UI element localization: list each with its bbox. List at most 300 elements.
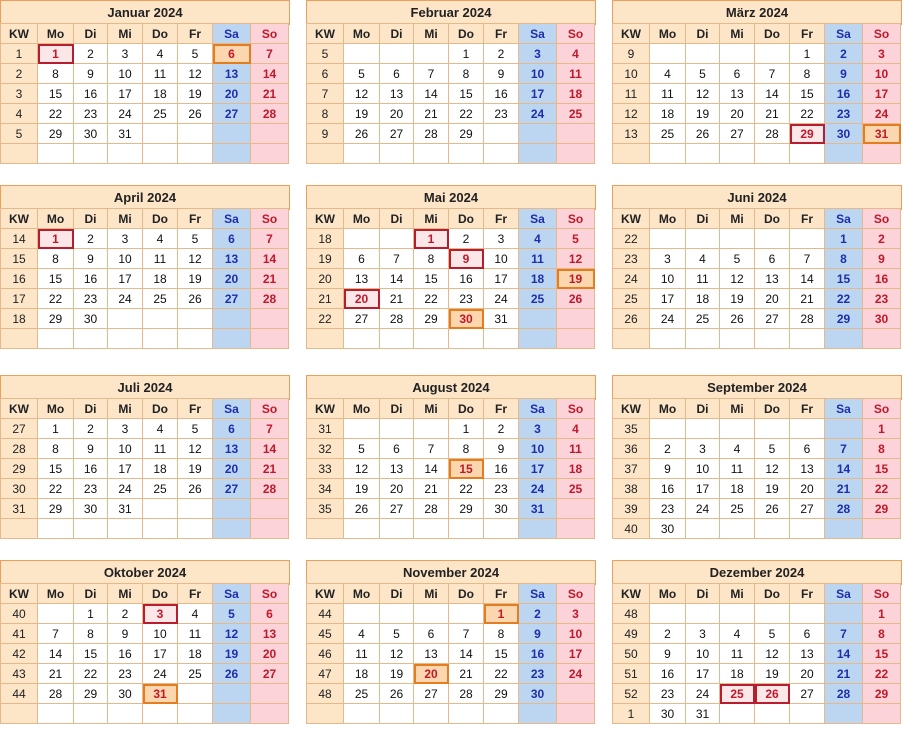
day-cell: 18 bbox=[557, 459, 595, 479]
week-row bbox=[1, 84, 289, 104]
header-di: Di bbox=[686, 24, 720, 44]
header-di: Di bbox=[74, 209, 108, 229]
day-cell: 18 bbox=[720, 479, 755, 499]
header-mi: Mi bbox=[414, 399, 449, 419]
day-cell: 1 bbox=[449, 44, 484, 64]
day-cell: 8 bbox=[484, 624, 519, 644]
header-sa: Sa bbox=[519, 584, 557, 604]
day-cell: 9 bbox=[484, 439, 519, 459]
week-row bbox=[307, 499, 595, 519]
day-cell: 2 bbox=[650, 624, 686, 644]
week-row bbox=[307, 519, 595, 539]
day-cell: 15 bbox=[414, 269, 449, 289]
header-mo: Mo bbox=[650, 399, 686, 419]
weekday-header-row bbox=[307, 209, 595, 229]
day-cell: 15 bbox=[38, 84, 74, 104]
header-di: Di bbox=[686, 399, 720, 419]
day-cell bbox=[74, 519, 108, 539]
day-cell: 10 bbox=[519, 439, 557, 459]
day-cell: 18 bbox=[686, 289, 720, 309]
header-do: Do bbox=[755, 24, 790, 44]
day-cell: 22 bbox=[449, 479, 484, 499]
day-cell: 13 bbox=[251, 624, 289, 644]
day-cell: 22 bbox=[863, 479, 901, 499]
day-cell: 29 bbox=[863, 499, 901, 519]
day-cell: 28 bbox=[251, 289, 289, 309]
day-cell bbox=[414, 604, 449, 624]
header-fr: Fr bbox=[178, 209, 213, 229]
day-cell bbox=[863, 144, 901, 164]
day-cell: 25 bbox=[557, 104, 595, 124]
day-cell: 25 bbox=[557, 479, 595, 499]
day-cell: 4 bbox=[178, 604, 213, 624]
day-cell: 10 bbox=[108, 439, 143, 459]
day-cell: 20 bbox=[380, 104, 414, 124]
day-cell: 2 bbox=[74, 419, 108, 439]
week-number: 35 bbox=[307, 499, 344, 519]
day-cell: 21 bbox=[38, 664, 74, 684]
day-cell: 9 bbox=[108, 624, 143, 644]
week-number: 38 bbox=[613, 479, 650, 499]
day-cell: 7 bbox=[251, 419, 289, 439]
day-cell: 12 bbox=[344, 459, 380, 479]
week-row bbox=[613, 419, 901, 439]
day-cell bbox=[143, 499, 178, 519]
day-cell bbox=[143, 309, 178, 329]
day-cell: 10 bbox=[484, 249, 519, 269]
day-cell bbox=[650, 329, 686, 349]
day-cell bbox=[380, 144, 414, 164]
header-mi: Mi bbox=[108, 399, 143, 419]
day-cell: 16 bbox=[863, 269, 901, 289]
week-row bbox=[307, 289, 595, 309]
header-di: Di bbox=[74, 584, 108, 604]
day-cell: 16 bbox=[650, 479, 686, 499]
day-cell: 17 bbox=[108, 269, 143, 289]
month-title: August 2024 bbox=[306, 375, 596, 400]
day-cell: 1 bbox=[863, 419, 901, 439]
day-cell: 13 bbox=[213, 249, 251, 269]
week-row bbox=[1, 229, 289, 249]
month-grid bbox=[612, 23, 901, 164]
week-row bbox=[307, 684, 595, 704]
weekday-header-row bbox=[613, 399, 901, 419]
day-cell: 10 bbox=[686, 644, 720, 664]
day-cell: 23 bbox=[449, 289, 484, 309]
week-row bbox=[613, 144, 901, 164]
day-cell: 29 bbox=[38, 309, 74, 329]
week-row bbox=[613, 104, 901, 124]
day-cell bbox=[38, 604, 74, 624]
day-cell: 14 bbox=[251, 249, 289, 269]
day-cell bbox=[143, 144, 178, 164]
day-cell bbox=[74, 144, 108, 164]
month-4 bbox=[0, 185, 290, 355]
week-number: 2 bbox=[1, 64, 38, 84]
day-cell bbox=[108, 309, 143, 329]
week-row bbox=[1, 419, 289, 439]
header-fr: Fr bbox=[484, 24, 519, 44]
header-mo: Mo bbox=[650, 584, 686, 604]
day-cell bbox=[825, 604, 863, 624]
day-cell: 6 bbox=[720, 64, 755, 84]
day-cell: 11 bbox=[143, 64, 178, 84]
day-cell: 20 bbox=[755, 289, 790, 309]
day-cell bbox=[108, 329, 143, 349]
header-sa: Sa bbox=[825, 399, 863, 419]
day-cell: 8 bbox=[863, 439, 901, 459]
day-cell bbox=[755, 44, 790, 64]
day-cell: 21 bbox=[251, 459, 289, 479]
day-cell: 3 bbox=[108, 419, 143, 439]
day-cell bbox=[38, 329, 74, 349]
day-cell: 20 bbox=[213, 269, 251, 289]
month-title: Oktober 2024 bbox=[0, 560, 290, 585]
day-cell: 18 bbox=[143, 269, 178, 289]
header-sa: Sa bbox=[519, 209, 557, 229]
week-number bbox=[307, 704, 344, 724]
day-cell: 7 bbox=[755, 64, 790, 84]
day-cell: 11 bbox=[178, 624, 213, 644]
day-cell bbox=[251, 329, 289, 349]
header-kw: KW bbox=[307, 209, 344, 229]
day-cell: 25 bbox=[720, 684, 755, 704]
week-number: 23 bbox=[613, 249, 650, 269]
week-number bbox=[1, 704, 38, 724]
day-cell bbox=[755, 519, 790, 539]
day-cell: 16 bbox=[449, 269, 484, 289]
day-cell: 23 bbox=[74, 289, 108, 309]
day-cell bbox=[344, 229, 380, 249]
day-cell: 15 bbox=[484, 644, 519, 664]
month-12 bbox=[612, 560, 902, 730]
day-cell bbox=[825, 519, 863, 539]
day-cell bbox=[449, 519, 484, 539]
week-row bbox=[1, 459, 289, 479]
day-cell: 9 bbox=[484, 64, 519, 84]
day-cell bbox=[74, 704, 108, 724]
day-cell: 7 bbox=[825, 624, 863, 644]
week-row bbox=[1, 644, 289, 664]
week-number bbox=[1, 329, 38, 349]
day-cell: 12 bbox=[755, 459, 790, 479]
day-cell bbox=[755, 229, 790, 249]
day-cell: 15 bbox=[449, 459, 484, 479]
header-do: Do bbox=[449, 209, 484, 229]
month-9 bbox=[612, 375, 902, 545]
day-cell: 11 bbox=[720, 644, 755, 664]
day-cell: 20 bbox=[344, 289, 380, 309]
day-cell: 2 bbox=[74, 229, 108, 249]
day-cell: 5 bbox=[344, 64, 380, 84]
month-grid bbox=[306, 583, 595, 724]
day-cell: 17 bbox=[484, 269, 519, 289]
day-cell bbox=[519, 309, 557, 329]
day-cell: 31 bbox=[686, 704, 720, 724]
day-cell: 27 bbox=[251, 664, 289, 684]
day-cell bbox=[557, 329, 595, 349]
day-cell: 1 bbox=[863, 604, 901, 624]
day-cell: 13 bbox=[344, 269, 380, 289]
day-cell bbox=[449, 144, 484, 164]
day-cell: 10 bbox=[519, 64, 557, 84]
week-row bbox=[307, 124, 595, 144]
month-8 bbox=[306, 375, 596, 545]
header-do: Do bbox=[143, 24, 178, 44]
header-so: So bbox=[251, 399, 289, 419]
week-number: 26 bbox=[613, 309, 650, 329]
day-cell bbox=[790, 604, 825, 624]
day-cell: 23 bbox=[74, 479, 108, 499]
day-cell: 6 bbox=[755, 249, 790, 269]
day-cell: 1 bbox=[38, 229, 74, 249]
header-di: Di bbox=[686, 209, 720, 229]
day-cell: 3 bbox=[484, 229, 519, 249]
day-cell: 16 bbox=[74, 84, 108, 104]
week-number: 28 bbox=[1, 439, 38, 459]
day-cell: 14 bbox=[38, 644, 74, 664]
day-cell bbox=[344, 519, 380, 539]
day-cell: 25 bbox=[686, 309, 720, 329]
day-cell bbox=[557, 499, 595, 519]
day-cell: 8 bbox=[74, 624, 108, 644]
day-cell: 28 bbox=[38, 684, 74, 704]
day-cell bbox=[720, 229, 755, 249]
day-cell: 17 bbox=[143, 644, 178, 664]
header-sa: Sa bbox=[825, 24, 863, 44]
day-cell bbox=[790, 229, 825, 249]
day-cell: 29 bbox=[449, 499, 484, 519]
week-number: 22 bbox=[307, 309, 344, 329]
day-cell: 11 bbox=[720, 459, 755, 479]
day-cell bbox=[344, 419, 380, 439]
day-cell: 8 bbox=[38, 439, 74, 459]
day-cell bbox=[108, 519, 143, 539]
day-cell bbox=[380, 229, 414, 249]
day-cell: 2 bbox=[650, 439, 686, 459]
day-cell bbox=[38, 519, 74, 539]
day-cell: 24 bbox=[484, 289, 519, 309]
header-fr: Fr bbox=[178, 24, 213, 44]
day-cell: 22 bbox=[38, 289, 74, 309]
week-number: 50 bbox=[613, 644, 650, 664]
day-cell bbox=[108, 144, 143, 164]
day-cell bbox=[557, 519, 595, 539]
header-do: Do bbox=[143, 584, 178, 604]
week-row bbox=[307, 84, 595, 104]
day-cell: 5 bbox=[178, 44, 213, 64]
day-cell: 16 bbox=[650, 664, 686, 684]
week-number: 1 bbox=[1, 44, 38, 64]
day-cell: 11 bbox=[650, 84, 686, 104]
header-fr: Fr bbox=[484, 584, 519, 604]
header-so: So bbox=[251, 24, 289, 44]
week-number: 24 bbox=[613, 269, 650, 289]
week-row bbox=[613, 64, 901, 84]
day-cell: 19 bbox=[755, 479, 790, 499]
day-cell: 30 bbox=[74, 309, 108, 329]
day-cell bbox=[449, 329, 484, 349]
week-row bbox=[1, 684, 289, 704]
day-cell: 20 bbox=[720, 104, 755, 124]
header-kw: KW bbox=[613, 399, 650, 419]
day-cell: 5 bbox=[755, 439, 790, 459]
month-6 bbox=[612, 185, 902, 355]
header-di: Di bbox=[686, 584, 720, 604]
header-fr: Fr bbox=[484, 399, 519, 419]
day-cell: 4 bbox=[143, 229, 178, 249]
day-cell: 11 bbox=[143, 439, 178, 459]
week-number: 34 bbox=[307, 479, 344, 499]
day-cell: 3 bbox=[108, 44, 143, 64]
week-number: 27 bbox=[1, 419, 38, 439]
month-grid bbox=[612, 398, 901, 539]
week-number bbox=[307, 329, 344, 349]
day-cell: 6 bbox=[790, 624, 825, 644]
day-cell: 15 bbox=[863, 459, 901, 479]
day-cell: 12 bbox=[755, 644, 790, 664]
day-cell: 7 bbox=[414, 64, 449, 84]
day-cell bbox=[213, 499, 251, 519]
week-row bbox=[613, 499, 901, 519]
day-cell: 24 bbox=[650, 309, 686, 329]
day-cell: 21 bbox=[825, 664, 863, 684]
day-cell bbox=[178, 329, 213, 349]
month-title: Februar 2024 bbox=[306, 0, 596, 25]
day-cell bbox=[863, 704, 901, 724]
day-cell: 8 bbox=[414, 249, 449, 269]
header-sa: Sa bbox=[519, 399, 557, 419]
week-number: 15 bbox=[1, 249, 38, 269]
day-cell: 21 bbox=[825, 479, 863, 499]
day-cell: 4 bbox=[650, 64, 686, 84]
week-number: 18 bbox=[307, 229, 344, 249]
week-number: 4 bbox=[1, 104, 38, 124]
day-cell: 30 bbox=[519, 684, 557, 704]
day-cell: 23 bbox=[650, 684, 686, 704]
day-cell: 24 bbox=[108, 479, 143, 499]
day-cell: 1 bbox=[790, 44, 825, 64]
header-so: So bbox=[557, 24, 595, 44]
day-cell: 16 bbox=[484, 459, 519, 479]
day-cell: 13 bbox=[380, 84, 414, 104]
day-cell: 11 bbox=[143, 249, 178, 269]
day-cell: 3 bbox=[686, 439, 720, 459]
day-cell: 25 bbox=[143, 104, 178, 124]
day-cell bbox=[686, 329, 720, 349]
day-cell bbox=[380, 519, 414, 539]
day-cell: 30 bbox=[74, 499, 108, 519]
day-cell: 19 bbox=[557, 269, 595, 289]
week-number: 14 bbox=[1, 229, 38, 249]
week-row bbox=[613, 229, 901, 249]
day-cell bbox=[414, 704, 449, 724]
day-cell bbox=[519, 519, 557, 539]
week-number: 36 bbox=[613, 439, 650, 459]
day-cell: 27 bbox=[790, 684, 825, 704]
day-cell bbox=[143, 519, 178, 539]
week-row bbox=[307, 664, 595, 684]
day-cell: 14 bbox=[414, 459, 449, 479]
day-cell: 1 bbox=[38, 419, 74, 439]
day-cell bbox=[686, 519, 720, 539]
day-cell: 9 bbox=[74, 439, 108, 459]
day-cell bbox=[108, 704, 143, 724]
week-row bbox=[1, 309, 289, 329]
header-mi: Mi bbox=[108, 209, 143, 229]
day-cell: 15 bbox=[74, 644, 108, 664]
day-cell: 25 bbox=[650, 124, 686, 144]
day-cell: 10 bbox=[557, 624, 595, 644]
day-cell bbox=[380, 604, 414, 624]
day-cell: 9 bbox=[449, 249, 484, 269]
day-cell: 26 bbox=[380, 684, 414, 704]
week-row bbox=[307, 459, 595, 479]
week-row bbox=[613, 704, 901, 724]
day-cell bbox=[825, 704, 863, 724]
day-cell: 24 bbox=[519, 104, 557, 124]
day-cell: 19 bbox=[344, 104, 380, 124]
month-grid bbox=[0, 583, 289, 724]
day-cell: 29 bbox=[825, 309, 863, 329]
day-cell: 18 bbox=[178, 644, 213, 664]
day-cell: 2 bbox=[74, 44, 108, 64]
day-cell: 24 bbox=[143, 664, 178, 684]
week-number: 29 bbox=[1, 459, 38, 479]
week-row bbox=[307, 144, 595, 164]
day-cell: 13 bbox=[790, 459, 825, 479]
day-cell: 7 bbox=[449, 624, 484, 644]
day-cell: 13 bbox=[380, 459, 414, 479]
day-cell: 19 bbox=[380, 664, 414, 684]
header-kw: KW bbox=[307, 584, 344, 604]
day-cell: 21 bbox=[414, 479, 449, 499]
weekday-header-row bbox=[1, 399, 289, 419]
day-cell: 27 bbox=[790, 499, 825, 519]
week-number: 33 bbox=[307, 459, 344, 479]
day-cell: 13 bbox=[790, 644, 825, 664]
day-cell: 30 bbox=[484, 499, 519, 519]
day-cell: 29 bbox=[414, 309, 449, 329]
day-cell: 27 bbox=[414, 684, 449, 704]
day-cell: 8 bbox=[38, 249, 74, 269]
week-row bbox=[1, 64, 289, 84]
day-cell: 16 bbox=[825, 84, 863, 104]
week-row bbox=[613, 439, 901, 459]
day-cell bbox=[686, 144, 720, 164]
day-cell bbox=[790, 519, 825, 539]
day-cell: 27 bbox=[755, 309, 790, 329]
day-cell: 27 bbox=[344, 309, 380, 329]
day-cell: 17 bbox=[863, 84, 901, 104]
week-row bbox=[1, 664, 289, 684]
week-number: 5 bbox=[307, 44, 344, 64]
week-number: 31 bbox=[1, 499, 38, 519]
day-cell bbox=[686, 604, 720, 624]
day-cell: 5 bbox=[686, 64, 720, 84]
day-cell: 27 bbox=[380, 124, 414, 144]
day-cell: 20 bbox=[380, 479, 414, 499]
header-kw: KW bbox=[1, 399, 38, 419]
week-row bbox=[613, 269, 901, 289]
day-cell: 14 bbox=[825, 644, 863, 664]
day-cell: 8 bbox=[863, 624, 901, 644]
month-7 bbox=[0, 375, 290, 545]
week-number bbox=[613, 329, 650, 349]
month-grid bbox=[306, 398, 595, 539]
header-so: So bbox=[557, 584, 595, 604]
day-cell bbox=[380, 419, 414, 439]
